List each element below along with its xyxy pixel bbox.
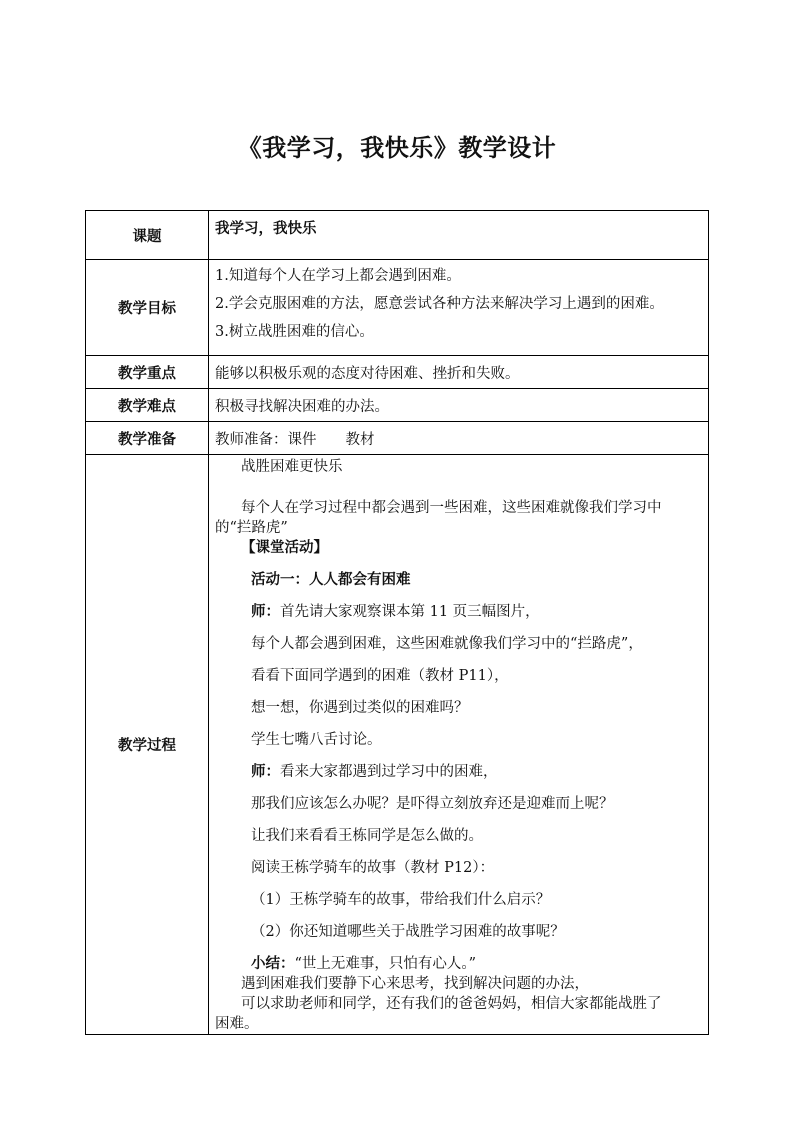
process-line: 阅读王栋学骑车的故事（教材 P12）：	[251, 860, 495, 876]
process-line	[215, 602, 704, 622]
value-topic: 我学习，我快乐	[209, 211, 709, 260]
label-process: 教学过程	[86, 455, 209, 1035]
row-key-point	[86, 356, 709, 389]
row-process	[86, 455, 709, 1035]
value-key-point: 能够以积极乐观的态度对待困难、挫折和失败。	[209, 356, 709, 389]
process-line: 每个人在学习过程中都会遇到一些困难，这些困难就像我们学习中	[241, 500, 662, 516]
document-title: 《我学习，我快乐》教学设计	[237, 133, 557, 162]
process-subtitle: 战胜困难更快乐	[241, 459, 343, 475]
lesson-plan-table	[85, 210, 709, 1035]
speaker-label: 师：	[251, 763, 280, 780]
process-line-text: 首先请大家观察课本第 11 页三幅图片，	[280, 604, 540, 620]
process-line: 困难。	[215, 1016, 259, 1032]
process-line: 看看下面同学遇到的困难（教材 P11），	[251, 668, 509, 684]
process-line: 那我们应该怎么办呢？是吓得立刻放弃还是迎难而上呢？	[251, 796, 614, 812]
process-line	[215, 954, 704, 974]
process-line: 遇到困难我们要静下心来思考，找到解决问题的办法，	[241, 976, 589, 992]
process-line: 的“拦路虎”	[215, 520, 288, 536]
process-line: 想一想，你遇到过类似的困难吗？	[251, 700, 469, 716]
label-topic: 课题	[86, 211, 209, 260]
process-activity-heading: 活动一：人人都会有困难	[251, 571, 411, 588]
process-line	[215, 762, 704, 782]
speaker-label: 师：	[251, 603, 280, 620]
goal-item: 3.树立战胜困难的信心。	[215, 324, 374, 340]
value-process	[209, 455, 709, 1035]
label-goals: 教学目标	[86, 260, 209, 356]
process-line: （2）你还知道哪些关于战胜学习困难的故事呢？	[251, 924, 565, 940]
process-line: 可以求助老师和同学，还有我们的爸爸妈妈，相信大家都能战胜了	[241, 996, 662, 1012]
summary-label: 小结：	[251, 955, 295, 972]
label-preparation: 教学准备	[86, 422, 209, 455]
process-line-text: “世上无难事，只怕有心人。”	[294, 956, 477, 972]
process-section-heading: 【课堂活动】	[241, 539, 328, 556]
process-line-text: 看来大家都遇到过学习中的困难，	[280, 764, 498, 780]
value-goals	[209, 260, 709, 356]
row-goals	[86, 260, 709, 356]
row-topic	[86, 211, 709, 260]
label-key-point: 教学重点	[86, 356, 209, 389]
label-difficulty: 教学难点	[86, 389, 209, 422]
process-line: （1）王栋学骑车的故事，带给我们什么启示？	[251, 892, 551, 908]
row-difficulty	[86, 389, 709, 422]
goal-item: 1.知道每个人在学习上都会遇到困难。	[215, 268, 461, 284]
value-difficulty: 积极寻找解决困难的办法。	[209, 389, 709, 422]
row-preparation	[86, 422, 709, 455]
process-line: 学生七嘴八舌讨论。	[251, 732, 382, 748]
process-line: 每个人都会遇到困难，这些困难就像我们学习中的“拦路虎”，	[251, 636, 643, 652]
goal-item: 2.学会克服困难的方法，愿意尝试各种方法来解决学习上遇到的困难。	[215, 296, 664, 312]
process-line: 让我们来看看王栋同学是怎么做的。	[251, 828, 483, 844]
value-preparation: 教师准备：课件 教材	[209, 422, 709, 455]
